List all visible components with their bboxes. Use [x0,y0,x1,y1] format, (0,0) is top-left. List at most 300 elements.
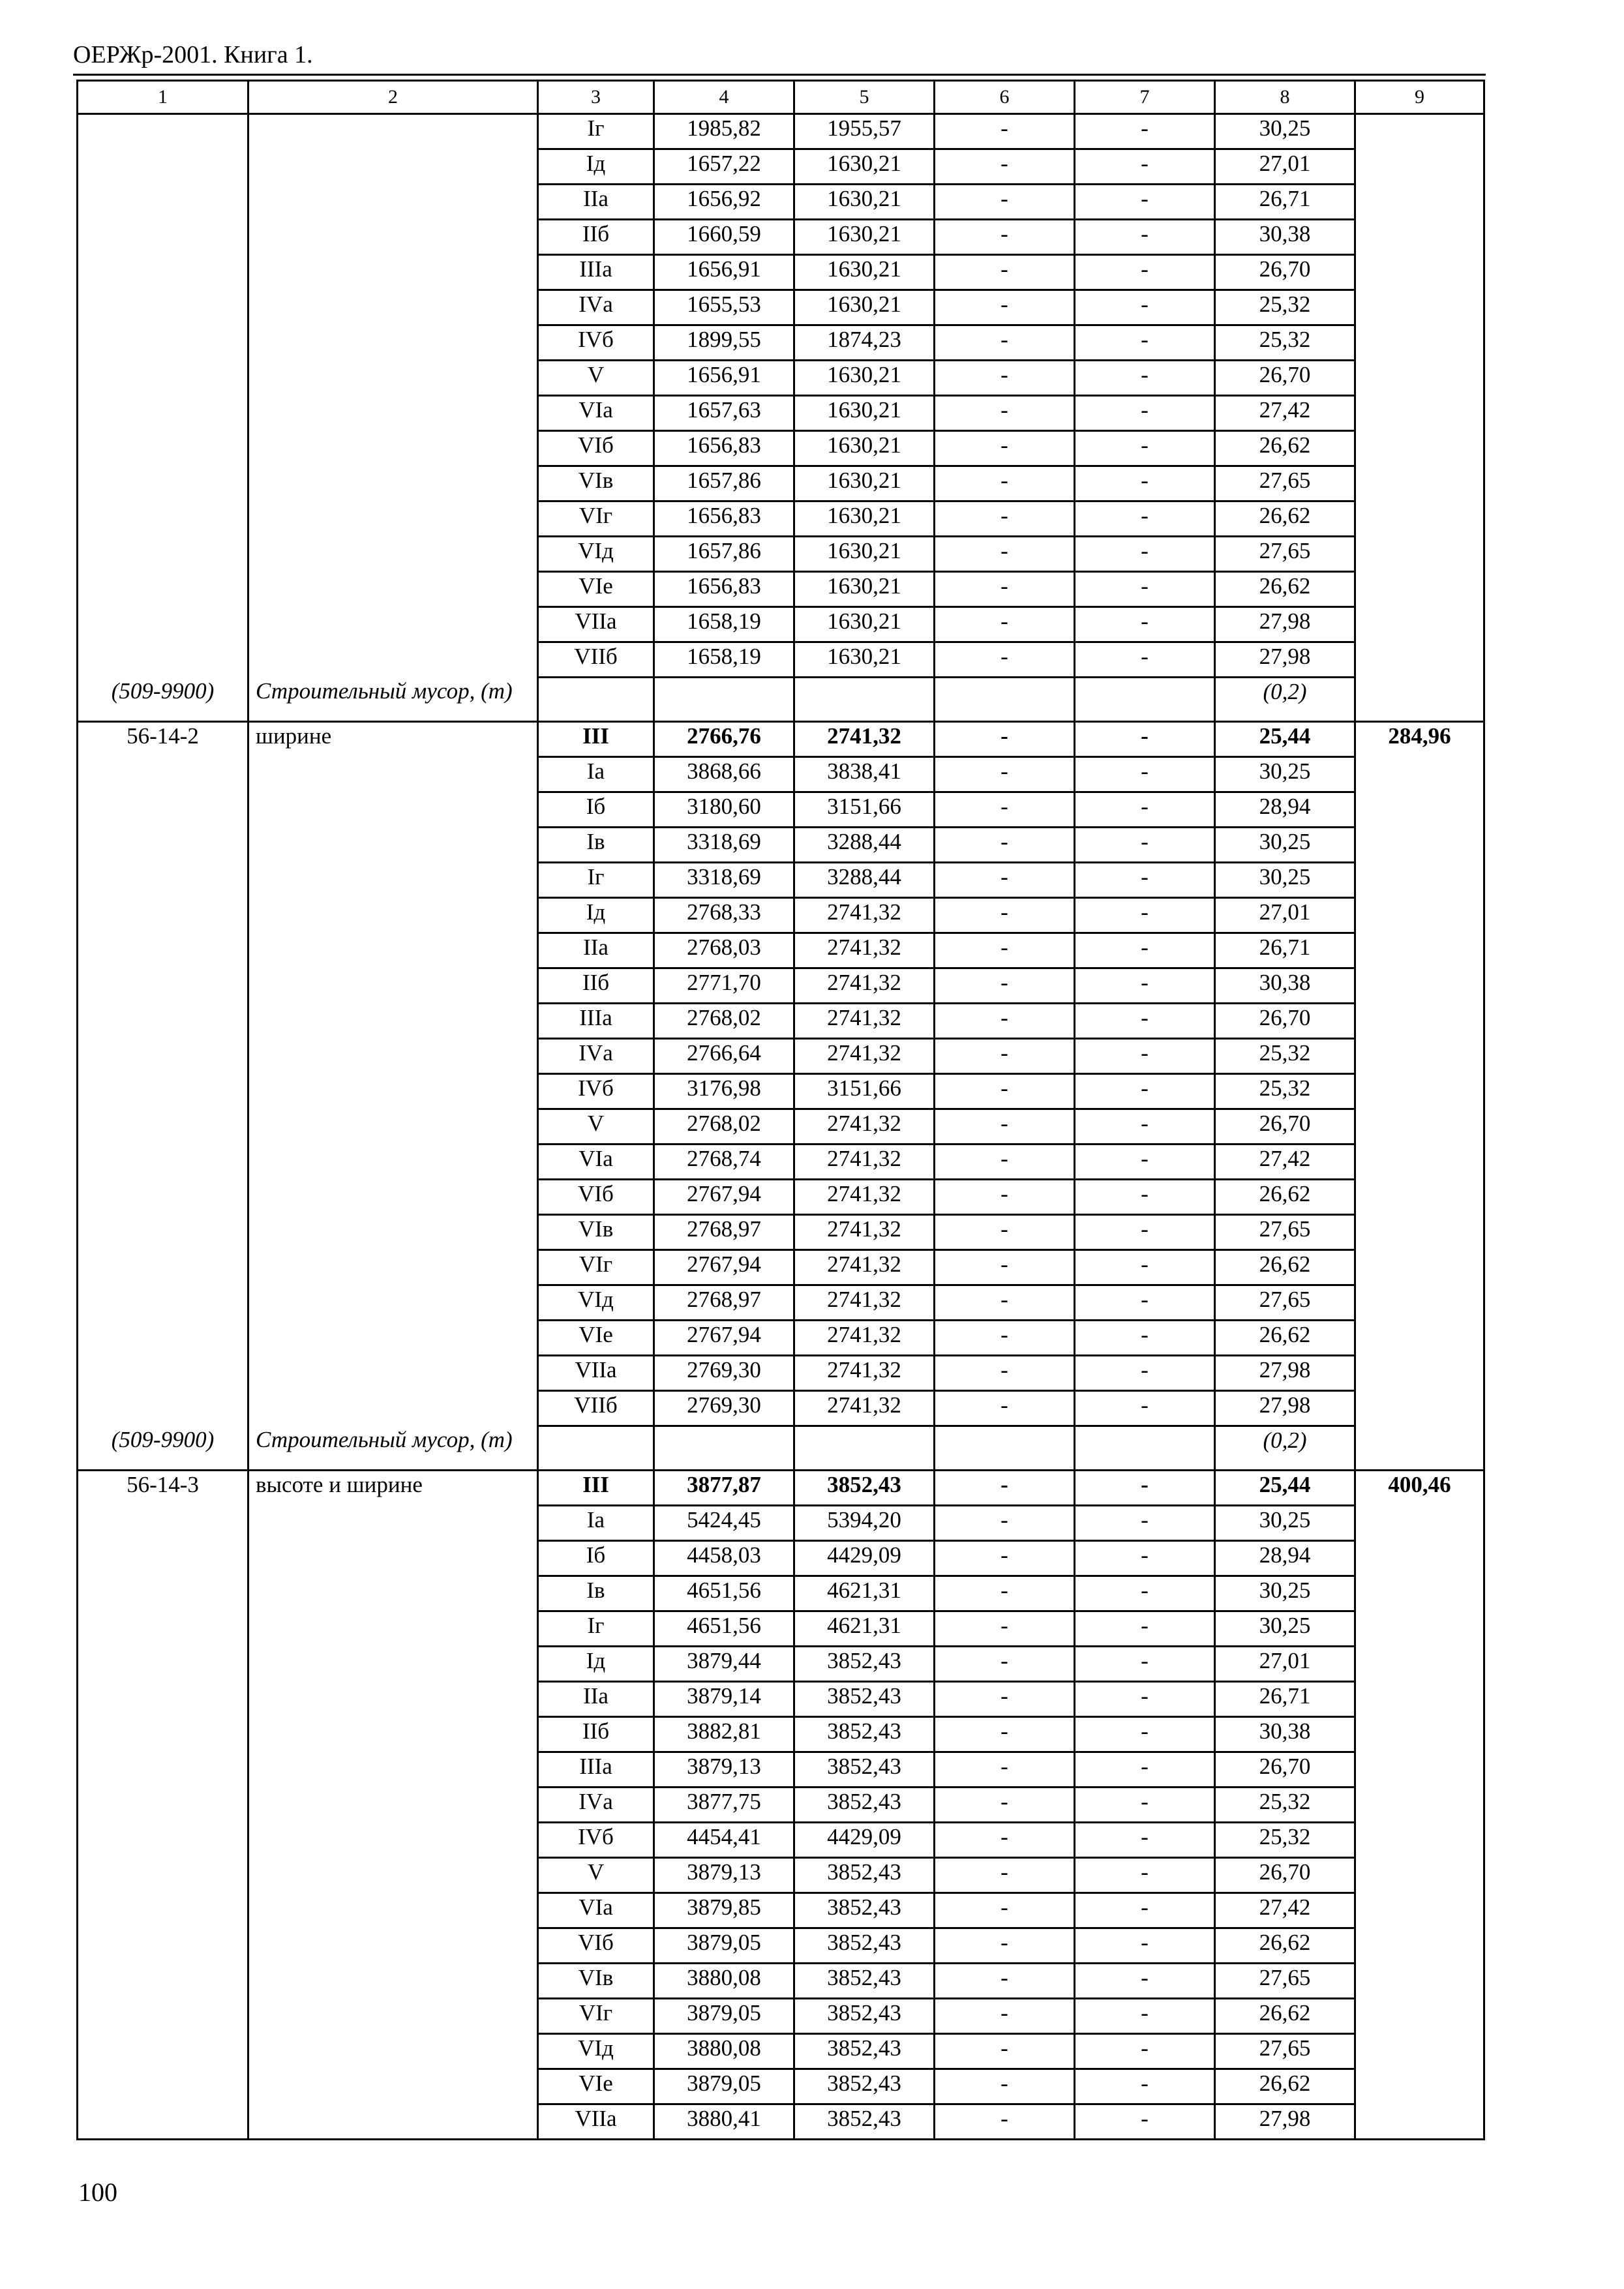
table-row [78,1928,1484,1964]
machine-cost: - [935,396,1075,431]
driver-wage: - [1075,898,1215,933]
labor-hours [1355,1576,1484,1611]
zone: VIд [538,537,654,572]
driver-wage: - [1075,1285,1215,1321]
driver-wage: - [1075,968,1215,1004]
zone: III [538,722,654,757]
rate-name [248,185,538,220]
machine-cost: - [935,1391,1075,1426]
empty-cell [1075,678,1215,722]
table-row [78,1752,1484,1788]
machine-cost: - [935,792,1075,828]
rate-code [78,220,248,255]
table-row [78,290,1484,325]
direct-cost: 1656,83 [654,572,794,607]
direct-cost: 3176,98 [654,1074,794,1109]
labor-wage: 2741,32 [794,1039,935,1074]
labor-wage: 3852,43 [794,1964,935,1999]
rate-code [78,1752,248,1788]
direct-cost: 3879,14 [654,1682,794,1717]
empty-cell [935,1426,1075,1471]
labor-wage: 1630,21 [794,361,935,396]
empty-cell [794,678,935,722]
table-row [78,149,1484,185]
materials-cost: 27,01 [1215,1647,1355,1682]
direct-cost: 1656,83 [654,501,794,537]
rate-name [248,1250,538,1285]
rate-code: 56-14-2 [78,722,248,757]
rate-code [78,1541,248,1576]
materials-cost: 26,62 [1215,1321,1355,1356]
driver-wage: - [1075,1039,1215,1074]
machine-cost: - [935,1471,1075,1506]
rate-code [78,149,248,185]
table-row [78,1285,1484,1321]
labor-hours [1355,642,1484,678]
machine-cost: - [935,290,1075,325]
rate-code [78,185,248,220]
table-row [78,255,1484,290]
rate-name [248,642,538,678]
direct-cost: 4651,56 [654,1576,794,1611]
labor-hours [1355,1180,1484,1215]
waste-name: Строительный мусор, (т) [256,678,513,704]
labor-hours [1355,1039,1484,1074]
driver-wage: - [1075,863,1215,898]
direct-cost: 1899,55 [654,325,794,361]
machine-cost: - [935,1752,1075,1788]
empty-cell [538,1426,654,1471]
rate-name [248,863,538,898]
labor-wage: 2741,32 [794,1109,935,1144]
rate-code [78,1858,248,1893]
rate-code [78,466,248,501]
zone: III [538,1471,654,1506]
materials-cost: 26,71 [1215,1682,1355,1717]
labor-wage: 2741,32 [794,1285,935,1321]
machine-cost: - [935,757,1075,792]
zone: IVб [538,1823,654,1858]
labor-wage: 2741,32 [794,968,935,1004]
driver-wage: - [1075,149,1215,185]
machine-cost: - [935,1215,1075,1250]
labor-wage: 3288,44 [794,828,935,863]
materials-cost: 27,65 [1215,1215,1355,1250]
materials-cost: 26,62 [1215,1180,1355,1215]
waste-row [78,1426,1484,1471]
driver-wage: - [1075,642,1215,678]
table-row [78,466,1484,501]
driver-wage: - [1075,1250,1215,1285]
materials-cost: 28,94 [1215,792,1355,828]
rate-code [78,572,248,607]
rate-name [248,1541,538,1576]
labor-hours [1355,290,1484,325]
table-row [78,1471,1484,1506]
machine-cost: - [935,1321,1075,1356]
rate-name [248,1964,538,1999]
labor-wage: 4621,31 [794,1611,935,1647]
waste-name-cell [248,1426,538,1471]
zone: IIа [538,185,654,220]
rate-code [78,1647,248,1682]
labor-wage: 3852,43 [794,1717,935,1752]
rate-name [248,325,538,361]
machine-cost: - [935,1144,1075,1180]
table-row [78,898,1484,933]
table-row [78,968,1484,1004]
machine-cost: - [935,1611,1075,1647]
rate-code [78,1823,248,1858]
rate-name [248,1647,538,1682]
direct-cost: 2768,02 [654,1004,794,1039]
labor-hours [1355,1391,1484,1426]
materials-cost: 26,62 [1215,1999,1355,2034]
table-row [78,1717,1484,1752]
materials-cost: 26,62 [1215,431,1355,466]
labor-wage: 1630,21 [794,607,935,642]
labor-wage: 3852,43 [794,2034,935,2069]
rate-name [248,361,538,396]
materials-cost: 25,32 [1215,1039,1355,1074]
driver-wage: - [1075,1471,1215,1506]
labor-wage: 3852,43 [794,1928,935,1964]
column-number: 1 [78,81,248,114]
labor-wage: 1630,21 [794,185,935,220]
rate-name [248,149,538,185]
machine-cost: - [935,828,1075,863]
table-row [78,1823,1484,1858]
labor-hours [1355,1682,1484,1717]
direct-cost: 2767,94 [654,1321,794,1356]
zone: V [538,1109,654,1144]
rate-code [78,898,248,933]
labor-wage: 2741,32 [794,1144,935,1180]
driver-wage: - [1075,361,1215,396]
rate-name [248,501,538,537]
machine-cost: - [935,501,1075,537]
zone: VIIа [538,2104,654,2140]
machine-cost: - [935,1039,1075,1074]
rate-name [248,290,538,325]
labor-wage: 3852,43 [794,2104,935,2140]
table-row [78,642,1484,678]
machine-cost: - [935,898,1075,933]
direct-cost: 1657,22 [654,149,794,185]
direct-cost: 3879,05 [654,1928,794,1964]
machine-cost: - [935,1004,1075,1039]
labor-wage: 2741,32 [794,1180,935,1215]
labor-hours [1355,1250,1484,1285]
direct-cost: 1657,86 [654,537,794,572]
rate-name [248,1506,538,1541]
zone: VIа [538,1893,654,1928]
labor-wage: 1630,21 [794,396,935,431]
machine-cost: - [935,255,1075,290]
zone: VIа [538,396,654,431]
materials-cost: 26,62 [1215,2069,1355,2104]
rate-code [78,607,248,642]
labor-wage: 5394,20 [794,1506,935,1541]
direct-cost: 1657,86 [654,466,794,501]
table-row [78,863,1484,898]
driver-wage: - [1075,1391,1215,1426]
zone: Iв [538,1576,654,1611]
direct-cost: 3880,08 [654,2034,794,2069]
machine-cost: - [935,185,1075,220]
labor-wage: 3852,43 [794,1647,935,1682]
direct-cost: 3880,08 [654,1964,794,1999]
machine-cost: - [935,607,1075,642]
materials-cost: 27,42 [1215,1893,1355,1928]
rates-table [76,80,1485,2140]
labor-hours [1355,220,1484,255]
labor-wage: 1630,21 [794,255,935,290]
machine-cost: - [935,1356,1075,1391]
materials-cost: 30,38 [1215,220,1355,255]
driver-wage: - [1075,290,1215,325]
table-row [78,325,1484,361]
labor-wage: 1630,21 [794,537,935,572]
labor-wage: 3852,43 [794,1752,935,1788]
table-row [78,396,1484,431]
direct-cost: 2771,70 [654,968,794,1004]
table-row [78,1356,1484,1391]
materials-cost: 26,62 [1215,1250,1355,1285]
driver-wage: - [1075,220,1215,255]
zone: IIа [538,1682,654,1717]
column-number-row [78,81,1484,114]
machine-cost: - [935,361,1075,396]
table-row [78,572,1484,607]
direct-cost: 3879,13 [654,1752,794,1788]
rate-code [78,1999,248,2034]
rate-name [248,1004,538,1039]
driver-wage: - [1075,1964,1215,1999]
labor-wage: 2741,32 [794,1250,935,1285]
labor-wage: 3151,66 [794,1074,935,1109]
direct-cost: 2768,02 [654,1109,794,1144]
labor-hours [1355,1356,1484,1391]
labor-hours [1355,325,1484,361]
zone: VIд [538,2034,654,2069]
direct-cost: 2769,30 [654,1391,794,1426]
machine-cost: - [935,220,1075,255]
rate-name [248,572,538,607]
labor-wage: 1630,21 [794,572,935,607]
rate-code [78,1356,248,1391]
machine-cost: - [935,1682,1075,1717]
column-number: 8 [1215,81,1355,114]
zone: V [538,1858,654,1893]
column-number: 2 [248,81,538,114]
driver-wage: - [1075,2034,1215,2069]
direct-cost: 2766,64 [654,1039,794,1074]
machine-cost: - [935,149,1075,185]
driver-wage: - [1075,1717,1215,1752]
zone: IIб [538,968,654,1004]
zone: Iб [538,1541,654,1576]
machine-cost: - [935,1506,1075,1541]
rate-code [78,1717,248,1752]
column-number: 9 [1355,81,1484,114]
driver-wage: - [1075,1506,1215,1541]
table-row [78,1999,1484,2034]
zone: IIб [538,220,654,255]
table-row [78,501,1484,537]
materials-cost: 26,71 [1215,933,1355,968]
labor-hours [1355,828,1484,863]
table-row [78,2069,1484,2104]
machine-cost: - [935,1893,1075,1928]
direct-cost: 1656,83 [654,431,794,466]
labor-hours [1355,1285,1484,1321]
labor-wage: 3838,41 [794,757,935,792]
table-row [78,1858,1484,1893]
zone: IVа [538,1039,654,1074]
rate-code [78,1928,248,1964]
rate-name [248,2104,538,2140]
rate-name [248,431,538,466]
zone: IIIа [538,1752,654,1788]
direct-cost: 3879,44 [654,1647,794,1682]
zone: IIб [538,1717,654,1752]
rate-name [248,1999,538,2034]
labor-hours [1355,1611,1484,1647]
labor-wage: 3151,66 [794,792,935,828]
direct-cost: 3880,41 [654,2104,794,2140]
materials-cost: 26,70 [1215,361,1355,396]
empty-cell [654,678,794,722]
rate-name [248,537,538,572]
materials-cost: 27,65 [1215,1285,1355,1321]
direct-cost: 2768,03 [654,933,794,968]
materials-cost: 27,01 [1215,149,1355,185]
direct-cost: 3877,87 [654,1471,794,1506]
labor-wage: 1630,21 [794,466,935,501]
driver-wage: - [1075,607,1215,642]
zone: Iг [538,114,654,149]
rate-name [248,1858,538,1893]
labor-hours [1355,537,1484,572]
machine-cost: - [935,572,1075,607]
rate-name [248,2069,538,2104]
rate-name [248,1717,538,1752]
direct-cost: 3318,69 [654,863,794,898]
rate-name [248,1682,538,1717]
labor-hours [1355,933,1484,968]
labor-wage: 3852,43 [794,1471,935,1506]
rate-code [78,1004,248,1039]
driver-wage: - [1075,501,1215,537]
direct-cost: 2768,97 [654,1215,794,1250]
direct-cost: 2768,74 [654,1144,794,1180]
labor-wage: 1630,21 [794,642,935,678]
machine-cost: - [935,1999,1075,2034]
zone: VIб [538,431,654,466]
zone: Iб [538,792,654,828]
rate-name [248,933,538,968]
machine-cost: - [935,1858,1075,1893]
zone: IIа [538,933,654,968]
table-row [78,114,1484,149]
waste-quantity: (0,2) [1215,1426,1355,1471]
labor-wage: 1874,23 [794,325,935,361]
driver-wage: - [1075,537,1215,572]
materials-cost: 30,25 [1215,863,1355,898]
rate-code [78,1682,248,1717]
rate-name [248,1321,538,1356]
labor-wage: 1630,21 [794,501,935,537]
rate-name [248,1928,538,1964]
rate-name [248,1611,538,1647]
materials-cost: 27,01 [1215,898,1355,933]
direct-cost: 4454,41 [654,1823,794,1858]
zone: VIе [538,1321,654,1356]
labor-hours [1355,1321,1484,1356]
waste-quantity: (0,2) [1215,678,1355,722]
driver-wage: - [1075,2069,1215,2104]
labor-hours [1355,607,1484,642]
machine-cost: - [935,1717,1075,1752]
zone: VIв [538,1964,654,1999]
labor-wage: 2741,32 [794,1321,935,1356]
direct-cost: 3882,81 [654,1717,794,1752]
materials-cost: 26,62 [1215,501,1355,537]
table-row [78,828,1484,863]
labor-hours [1355,968,1484,1004]
direct-cost: 3318,69 [654,828,794,863]
table-row [78,1109,1484,1144]
direct-cost: 4458,03 [654,1541,794,1576]
labor-wage: 1630,21 [794,431,935,466]
zone: Iд [538,149,654,185]
materials-cost: 30,25 [1215,1576,1355,1611]
materials-cost: 30,25 [1215,757,1355,792]
materials-cost: 27,98 [1215,1391,1355,1426]
machine-cost: - [935,1964,1075,1999]
rate-name [248,1823,538,1858]
direct-cost: 3879,05 [654,2069,794,2104]
rate-code [78,757,248,792]
machine-cost: - [935,2104,1075,2140]
materials-cost: 27,98 [1215,642,1355,678]
labor-hours [1355,1144,1484,1180]
column-number: 3 [538,81,654,114]
labor-hours [1355,501,1484,537]
driver-wage: - [1075,1180,1215,1215]
rate-code [78,1788,248,1823]
materials-cost: 25,32 [1215,1823,1355,1858]
direct-cost: 1656,91 [654,361,794,396]
labor-hours [1355,898,1484,933]
zone: IVб [538,1074,654,1109]
table-row [78,1215,1484,1250]
labor-hours [1355,1788,1484,1823]
machine-cost: - [935,722,1075,757]
rate-code [78,2104,248,2140]
header-rule [73,74,1486,76]
labor-wage: 2741,32 [794,933,935,968]
zone: VIе [538,2069,654,2104]
empty-cell [538,678,654,722]
rate-code [78,642,248,678]
direct-cost: 2768,33 [654,898,794,933]
rate-name [248,828,538,863]
driver-wage: - [1075,1893,1215,1928]
direct-cost: 1658,19 [654,607,794,642]
rate-code [78,1109,248,1144]
